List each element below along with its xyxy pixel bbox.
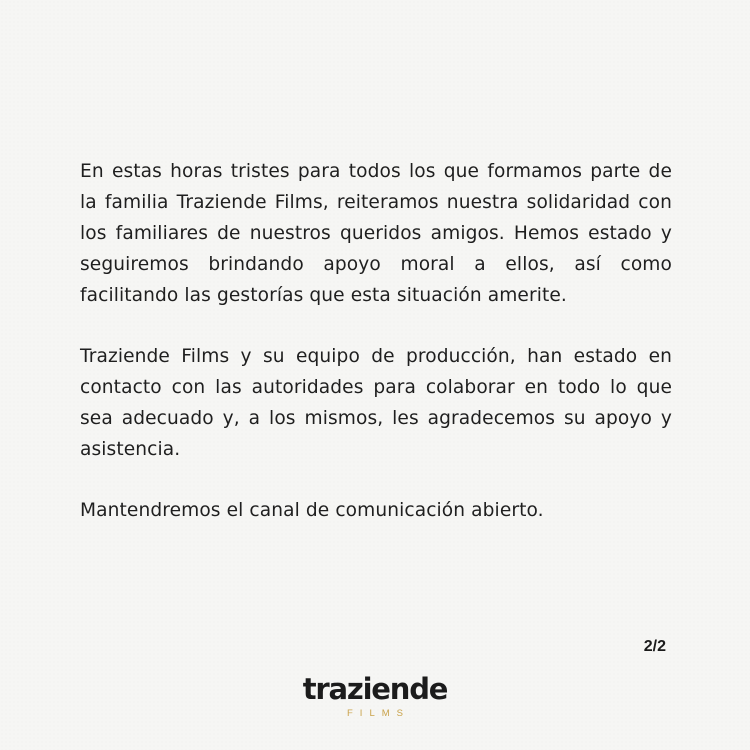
statement-paragraph-2: Traziende Films y su equipo de producción, han estado en contacto con las autoridades para colaborar en todo lo que sea adecuado y, a los mismos, les agradecemos su apoyo y asistencia.: [80, 346, 672, 460]
statement-paragraph-3: Mantendremos el canal de comunicación abierto.: [80, 500, 544, 521]
logo-wordmark: traziende: [302, 672, 448, 706]
statement-paragraph-1: En estas horas tristes para todos los que formamos parte de la familia Traziende Films, reiteramos nuestra solidaridad con los familiares de nuestros queridos amigos. Hemos estado y seguiremos brindando apoyo moral a ellos, así como facilitando las gestorías que esta situación amerite.: [80, 161, 672, 306]
statement-body: [80, 156, 672, 556]
page-indicator: 2/2: [643, 638, 666, 655]
traziende-films-logo: [250, 672, 500, 719]
logo-subtitle: FILMS: [347, 708, 410, 719]
